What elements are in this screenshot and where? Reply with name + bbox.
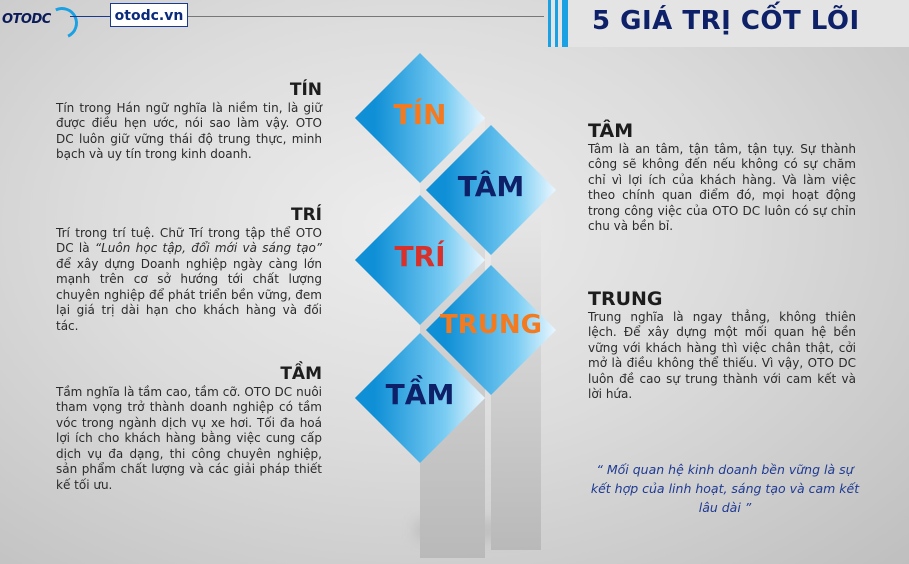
value-heading: TRÍ [290,205,322,225]
divider [70,16,110,17]
value-text: Tín trong Hán ngữ nghĩa là niềm tin, là giữ được điều hẹn ước, nói sao làm vậy. OTO DC luôn giữ vững thái độ trung thực, minh bạch và uy tín trong kinh doanh. [56,100,322,161]
diamond-label: TRÍ [394,240,446,273]
value-heading: TÂM [588,120,634,142]
value-tri [56,205,323,334]
value-heading: TẦM [280,364,322,384]
diamond-label: TÍN [393,98,447,131]
value-text-part: Trí trong trí tuệ. Chữ Trí trong tập thể OTO DC là [56,225,322,255]
value-text-slogan: “Luôn học tập, đổi mới và sáng tạo” [94,241,323,255]
title-stripe [548,0,551,47]
value-tam-vision [56,364,322,493]
value-heading: TRUNG [588,288,663,310]
diamond-label: TRUNG [440,310,542,340]
value-text: Tâm là an tâm, tận tâm, tận tụy. Sự thành công sẽ không đến nếu không có sự chăm chỉ vì lợi ích của khách hàng. Và làm việc theo chính quan điểm đó, mọi hoạt động trong công việc của OTO DC luôn có sự chỉn chu và bền bỉ. [588,141,856,233]
title-stripe [555,0,558,47]
value-heading: TÍN [289,80,322,100]
diamond-label: TẦM [385,378,455,411]
value-text: Tầm nghĩa là tầm cao, tầm cỡ. OTO DC nuôi tham vọng trở thành doanh nghiệp có tầm vóc trong ngành dịch vụ xe hơi. Tối đa hoá lợi ích cho khách hàng bằng việc cung cấp dịch vụ đa dạng, thi công chuyên nghiệp, sản phẩm chất lượng và các giải pháp thiết kế tối ưu. [56,384,322,492]
logo-swoosh-icon [41,2,82,43]
divider [188,16,544,17]
value-trung [588,288,856,403]
logo-text: OTODC [2,12,51,27]
quote: “ Mối quan hệ kinh doanh bền vững là sự kết hợp của linh hoạt, sáng tạo và cam kết lâu dài ” [590,462,860,515]
value-text: Trung nghĩa là ngay thẳng, không thiên lệch. Để xây dựng một mối quan hệ bền vững với khách hàng thì việc chân thật, cởi mở là điều không thể thiếu. Vì vậy, OTO DC luôn đề cao sự trung thành với cam kết và lời hứa. [588,309,856,401]
title-stripe [562,0,568,47]
value-text-part: để xây dựng Doanh nghiệp ngày càng lớn mạnh trên cơ sở hướng tới chất lượng chuyên nghiệp để phát triển bền vững, đem lại giá trị dài hạn cho khách hàng và đối tác. [56,256,322,333]
value-tin [56,80,322,163]
site-link[interactable]: otodc.vn [110,3,188,27]
otodc-logo[interactable] [0,6,72,34]
value-text [56,226,322,335]
value-tam-heart [588,120,856,235]
page-title: 5 GIÁ TRỊ CỐT LÕI [592,6,860,36]
diamond-label: TÂM [457,170,525,203]
diamond-tam-vision [355,333,485,463]
